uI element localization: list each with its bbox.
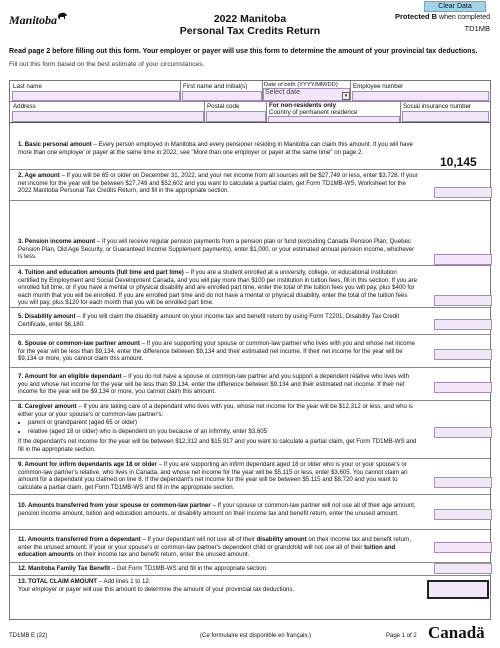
line-10-spouse-transfer: 10. Amounts transferred from your spouse or common-law partner – If your spouse or common-law partner will not use all of their age amount, pension income amount, tuition and education amounts, or disability amount on their income tax and benefit return, enter the unused amount. <box>18 502 416 517</box>
line-3-pension: 3. Pension income amount – If you will receive regular pension payments from a pension plan or fund (excluding Canada Pension Plan, Quebec Pension Plan, Old Age Security, or Guaranteed Income Supplement payments), enter $1,000, or your estimated annual pension income, whichever is less. <box>18 238 415 261</box>
canada-wordmark: Canadä <box>428 623 485 642</box>
address-input[interactable] <box>12 111 204 122</box>
footer-form-id: TD1MB E (22) <box>9 633 48 639</box>
line-9-infirm-dependants: 9. Amount for infirm dependants age 18 or older – If you are supporting an infirm dependant aged 18 or older who is your or your spouse's or common-law partner's relative, who lives in Canada, and whose net income for the year will be $5,115 or less, enter $3,605. You cannot claim an amount for a dependant you claimed on line 8. If the dependant's net income for the year will be between $5,115 and $8,720 and you want to calculate a partial claim, get Form TD1MB-WS and fill in the appropriate section. <box>18 461 408 491</box>
footer-french-note: (Ce formulaire est disponible en français.) <box>200 633 312 639</box>
employee-number-label: Employee number <box>353 83 404 90</box>
line-4-input[interactable] <box>434 295 492 306</box>
employee-number-input[interactable] <box>352 91 489 101</box>
line-4-tuition: 4. Tuition and education amounts (full time and part time) – If you are a student enrolled at a university, college, or educational institution certified by Employment and Social Development Canada, and you will pay more than $100 per institution in tuition fees, fill in this section. If you are enrolled full time, or if you have a mental or physical disability and are enrolled part time, enter the total of the tuition fees you will pay, plus $400 for each month that you will be enrolled. If you are enrolled part time and do not have a mental or physical disability, enter the total of the tuition fees you will pay, plus $120 for each month that you will be enrolled part time. <box>18 269 418 307</box>
line-12-family-benefit: 12. Manitoba Family Tax Benefit – Get Form TD1MB-WS and fill in the appropriate section. <box>18 565 268 572</box>
nonresident-label: For non-residents only <box>269 102 337 109</box>
basic-personal-amount-value: 10,145 <box>440 155 477 169</box>
clear-data-button[interactable]: Clear Data <box>424 1 486 12</box>
sin-input[interactable] <box>402 111 489 122</box>
line-1-basic-personal: 1. Basic personal amount – Every person employed in Manitoba and every pensioner residing in Manitoba can claim this amount. If you will have more than one employer or payer at the same time in 2022, see "More than one employer or payer at the same time" on page 2. <box>18 141 413 156</box>
last-name-label: Last name <box>13 83 42 90</box>
line-8-caregiver: 8. Caregiver amount – If you are taking care of a dependant who lives with you, whose net income for the year will be $12,312 or less, and who is either your or your spouse's or common-law partner's: • parent or grandparent (aged 65 or older) • relative (aged 18 or older) who is dependent on you because of an infirmity, enter $3,605 If the dependant's net income for the year will be between $12,312 and $15,917 and you want to calculate a partial claim, get Form TD1MB-WS and fill in the appropriate section. <box>18 403 418 454</box>
line-5-input[interactable] <box>434 319 492 330</box>
line-6-spouse: 6. Spouse or common-law partner amount – If you are supporting your spouse or common-law partner who lives with you and whose net income for the year will be less than $9,134, enter the difference between $9,134 and their estimated net income. If their net income for the year will be $9,134 or more, you cannot claim this amount. <box>18 340 415 363</box>
bison-icon <box>57 11 68 20</box>
line-5-disability: 5. Disability amount – If you will claim the disability amount on your income tax and benefit return by using Form T2201, Disability Tax Credit Certificate, enter $6,180. <box>18 313 400 328</box>
line-9-input[interactable] <box>434 477 492 488</box>
intro-instruction: Read page 2 before filling out this form. Your employer or payer will use this form to determine the amount of your provincial tax deductions. <box>9 48 478 55</box>
caregiver-bullet-1: • parent or grandparent (aged 65 or older) <box>28 419 418 427</box>
footer-page: Page 1 of 2 <box>386 633 417 639</box>
dob-input[interactable]: Select date <box>263 88 350 101</box>
form-number: TD1MB <box>464 24 490 33</box>
line-2-input[interactable] <box>434 187 492 198</box>
intro-subtext: Fill out this form based on the best estimate of your circumstances. <box>9 61 205 68</box>
address-label: Address <box>13 103 36 110</box>
form-body <box>9 80 491 620</box>
line-13-total-claim: 13. TOTAL CLAIM AMOUNT – Add lines 1 to 12. Your employer or payer will use this amount to determine the amount of your provincial tax deductions. <box>18 578 295 593</box>
line-7-input[interactable] <box>434 382 492 393</box>
postal-code-label: Postal code <box>207 103 240 110</box>
country-label: Country of permanent residence <box>269 109 358 116</box>
line-10-input[interactable] <box>434 509 492 520</box>
caregiver-bullet-2: • relative (aged 18 or older) who is dependent on you because of an infirmity, enter $3,605 <box>28 428 418 436</box>
line-12-input[interactable] <box>434 563 492 574</box>
first-name-label: First name and initial(s) <box>183 83 248 90</box>
line-6-input[interactable] <box>434 349 492 360</box>
calendar-icon[interactable]: ▾ <box>342 92 350 100</box>
last-name-input[interactable] <box>12 91 180 101</box>
line-2-age-amount: 2. Age amount – If you will be 65 or older on December 31, 2022, and your net income from all sources will be $27,749 or less, enter $3,728. If your net income for the year will be between $27,749 and $52,602 and you want to calculate a partial claim, get Form TD1MB-WS, Worksheet for the 2022 Manitoba Personal Tax Credits Return, and fill in the appropriate section. <box>18 172 418 195</box>
protected-label: Protected B when completed <box>394 12 490 21</box>
line-11-dependant-transfer: 11. Amounts transferred from a dependant – If your dependant will not use all of their disability amount on their income tax and benefit return, enter the unused amount. If your or your spouse's or common-law partner's dependent child or grandchild will not use all of their tuition and education amounts on their income tax and benefit return, enter the unused amount. <box>18 536 412 559</box>
first-name-input[interactable] <box>182 91 262 101</box>
total-claim-input[interactable] <box>427 580 489 599</box>
manitoba-logo: Manitoba <box>9 13 58 27</box>
form-title: 2022 Manitoba Personal Tax Credits Return <box>179 13 321 37</box>
sin-label: Social insurance number <box>403 103 472 110</box>
dob-label: Date of birth (YYYY/MM/DD) <box>264 82 338 88</box>
line-11-input[interactable] <box>434 542 492 553</box>
line-3-input[interactable] <box>434 254 492 265</box>
line-7-eligible-dependant: 7. Amount for an eligible dependant – If you do not have a spouse or common-law partner and you support a dependent relative who lives with you and whose net income for the year will be less than $9,134, enter the difference between $9,134 and their estimated net income. If their net income for the year will be $9,134 or more, you cannot claim this amount. <box>18 373 409 396</box>
line-8-input[interactable] <box>434 427 492 438</box>
postal-code-input[interactable] <box>206 111 266 122</box>
